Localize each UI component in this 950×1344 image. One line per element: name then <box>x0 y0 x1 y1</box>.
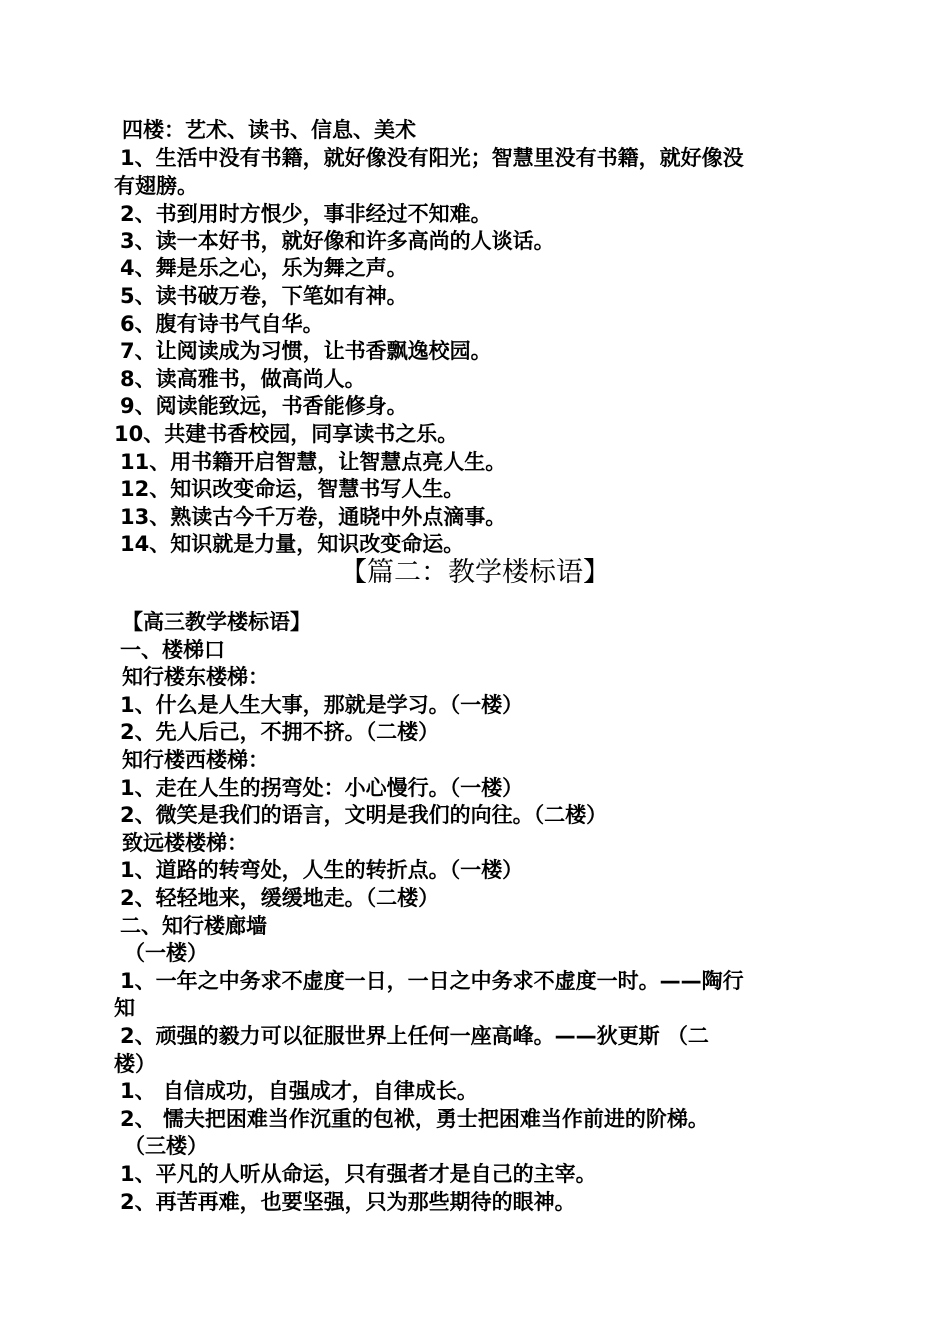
list-item: 5、读书破万卷，下笔如有神。 <box>120 284 408 308</box>
list-item: 1、走在人生的拐弯处：小心慢行。（一楼） <box>120 776 524 800</box>
group-label: 致远楼楼梯： <box>122 831 248 855</box>
floor-label: （三楼） <box>124 1134 208 1158</box>
floor-label: （一楼） <box>124 941 208 965</box>
part-heading: 一、楼梯口 <box>120 638 225 662</box>
list-item-continuation: 知 <box>114 996 135 1020</box>
list-item: 14、知识就是力量，知识改变命运。 <box>120 532 465 556</box>
list-item-continuation: 楼） <box>114 1052 156 1076</box>
list-item: 8、读高雅书，做高尚人。 <box>120 367 366 391</box>
list-item: 1、一年之中务求不虚度一日，一日之中务求不虚度一时。——陶行 <box>120 969 744 993</box>
list-item: 1、 自信成功，自强成才，自律成长。 <box>120 1079 478 1103</box>
list-item: 6、腹有诗书气自华。 <box>120 312 324 336</box>
list-item: 2、轻轻地来，缓缓地走。（二楼） <box>120 886 440 910</box>
list-item: 1、平凡的人听从命运，只有强者才是自己的主宰。 <box>120 1162 597 1186</box>
group-label: 知行楼东楼梯： <box>122 665 269 689</box>
list-item: 1、生活中没有书籍，就好像没有阳光；智慧里没有书籍，就好像没 <box>120 146 744 170</box>
list-item: 2、再苦再难，也要坚强，只为那些期待的眼神。 <box>120 1190 576 1214</box>
list-item: 1、什么是人生大事，那就是学习。（一楼） <box>120 693 524 717</box>
list-item: 7、让阅读成为习惯，让书香飘逸校园。 <box>120 339 492 363</box>
list-item-continuation: 有翅膀。 <box>114 174 198 198</box>
list-item: 1、道路的转弯处，人生的转折点。（一楼） <box>120 858 524 882</box>
subsection-title: 【高三教学楼标语】 <box>122 610 311 634</box>
part-heading: 二、知行楼廊墙 <box>120 914 267 938</box>
list-item: 2、顽强的毅力可以征服世界上任何一座高峰。——狄更斯 （二 <box>120 1024 709 1048</box>
list-item: 13、熟读古今千万卷，通晓中外点滴事。 <box>120 505 507 529</box>
list-item: 10、共建书香校园，同享读书之乐。 <box>114 422 459 446</box>
list-item: 2、微笑是我们的语言，文明是我们的向往。（二楼） <box>120 803 608 827</box>
group-label: 知行楼西楼梯： <box>122 748 269 772</box>
section-heading: 四楼：艺术、读书、信息、美术 <box>122 118 416 142</box>
list-item: 2、先人后己，不拥不挤。（二楼） <box>120 720 440 744</box>
list-item: 11、用书籍开启智慧，让智慧点亮人生。 <box>120 450 507 474</box>
list-item: 3、读一本好书，就好像和许多高尚的人谈话。 <box>120 229 555 253</box>
page-section-title: 【篇二：教学楼标语】 <box>340 557 610 588</box>
list-item: 12、知识改变命运，智慧书写人生。 <box>120 477 465 501</box>
list-item: 9、阅读能致远，书香能修身。 <box>120 394 408 418</box>
list-item: 2、 懦夫把困难当作沉重的包袱，勇士把困难当作前进的阶梯。 <box>120 1107 709 1131</box>
list-item: 4、舞是乐之心，乐为舞之声。 <box>120 256 408 280</box>
list-item: 2、书到用时方恨少，事非经过不知难。 <box>120 202 492 226</box>
